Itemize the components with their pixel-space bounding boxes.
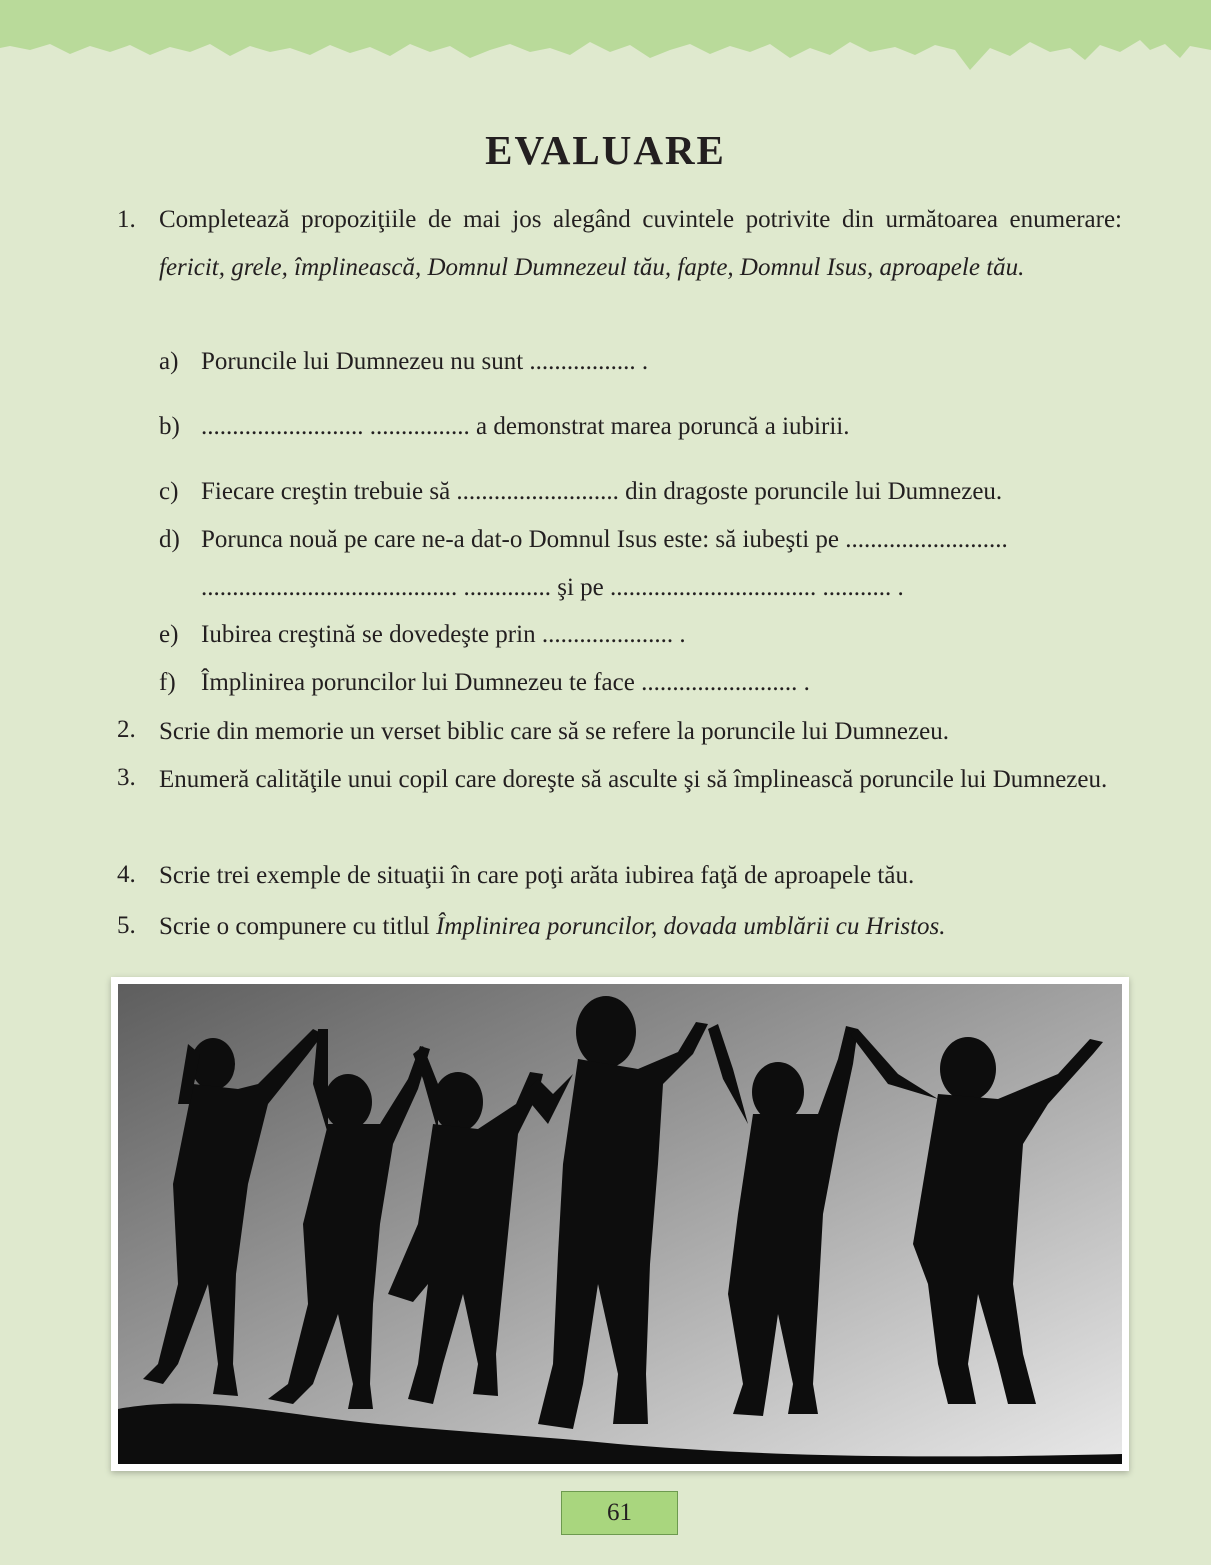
question-5-text [159, 903, 1122, 951]
question-5-intro: Scrie o compunere cu titlul [159, 913, 437, 940]
item-a-letter: a) [159, 348, 179, 375]
photo-frame [111, 977, 1129, 1471]
item-b-text: .......................... ................ a demonstrat marea poruncă a iubirii. [201, 413, 850, 440]
item-d-text: Porunca nouă pe care ne-a dat-o Domnul Isus este: să iubeşti pe .......................... [201, 526, 1008, 553]
question-3-text: Enumeră calităţile unui copil care doreşte să asculte şi să împlinească poruncile lui Dumnezeu. [159, 766, 1108, 793]
question-1-number: 1. [117, 206, 136, 233]
children-silhouette-photo [118, 984, 1122, 1464]
page-number-box [561, 1491, 678, 1535]
item-c-letter: c) [159, 478, 179, 505]
question-1-text [159, 196, 1122, 292]
question-2-number: 2. [117, 716, 136, 743]
item-d-text-continued: ......................................... .............. şi pe ................................. ........... . [201, 574, 904, 601]
question-3-number: 3. [117, 764, 136, 791]
question-1-word-list: fericit, grele, împlinească, Domnul Dumnezeul tău, fapte, Domnul Isus, aproapele tău. [159, 254, 1025, 281]
question-1-intro: Completează propoziţiile de mai jos alegând cuvintele potrivite din următoarea enumerare: [159, 206, 1122, 233]
item-f-text: Împlinirea poruncilor lui Dumnezeu te face ......................... . [201, 669, 810, 696]
question-5-number: 5. [117, 912, 136, 939]
question-5-essay-title: Împlinirea poruncilor, dovada umblării cu Hristos. [436, 913, 946, 940]
question-2-text: Scrie din memorie un verset biblic care să se refere la poruncile lui Dumnezeu. [159, 718, 949, 745]
question-4-text: Scrie trei exemple de situaţii în care poţi arăta iubirea faţă de aproapele tău. [159, 862, 915, 889]
item-e-text: Iubirea creştină se dovedeşte prin ..................... . [201, 621, 686, 648]
item-a-text: Poruncile lui Dumnezeu nu sunt ................. . [201, 348, 649, 375]
torn-top-border [0, 0, 1211, 80]
item-c-text: Fiecare creştin trebuie să .......................... din dragoste poruncile lui Dumnezeu. [201, 478, 1003, 505]
item-e-letter: e) [159, 621, 179, 648]
question-4-number: 4. [117, 861, 136, 888]
item-d-letter: d) [159, 526, 180, 553]
item-f-letter: f) [159, 669, 176, 696]
page-number: 61 [607, 1499, 632, 1526]
item-b-letter: b) [159, 413, 180, 440]
page-title: EVALUARE [485, 127, 726, 173]
